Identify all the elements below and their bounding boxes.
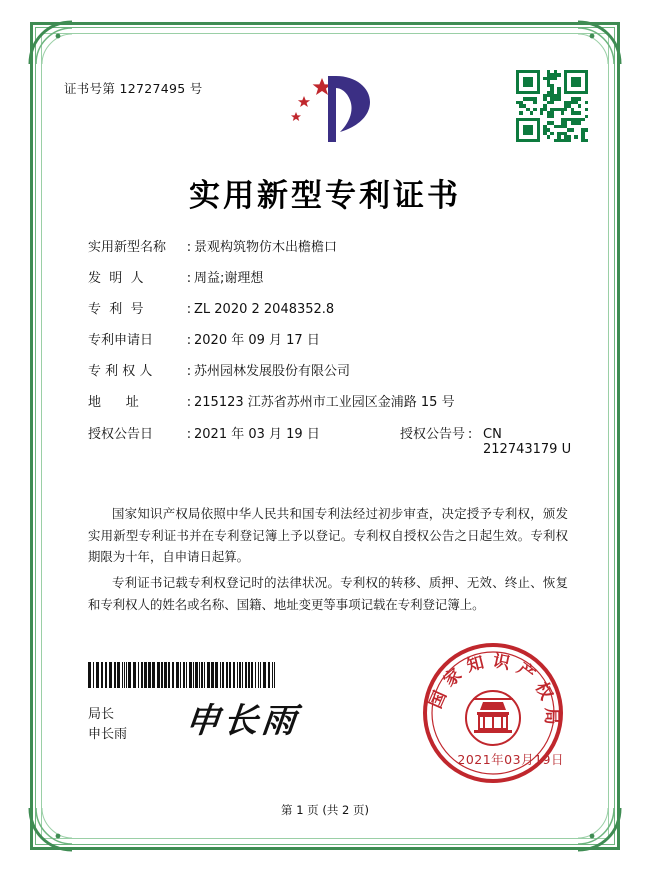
field-label: 授权公告日 <box>88 426 154 442</box>
field-label: 实用新型名称 <box>88 240 167 255</box>
field-label: 地 址 <box>88 395 139 411</box>
field-value-utility-model-name: 景观构筑物仿木出檐檐口 <box>194 240 338 255</box>
field-label: 专利申请日 <box>88 333 154 349</box>
field-value-grant-date: 2021 年 03 月 19 日 <box>194 426 320 442</box>
field-row <box>88 302 574 318</box>
field-label: 发 明 人 <box>88 271 144 287</box>
field-row <box>88 333 574 349</box>
field-colon: : <box>186 271 192 287</box>
legal-paragraph: 国家知识产权局依照中华人民共和国专利法经过初步审查，决定授予专利权，颁发实用新型专利证书并在专利登记簿上予以登记。专利权自授权公告之日起生效。专利权期限为十年，自申请日起算。 <box>88 506 568 565</box>
legal-text <box>88 503 568 620</box>
field-label-announcement-number: 授权公告号 <box>400 426 466 442</box>
page-title: 实用新型专利证书 <box>189 178 461 214</box>
field-colon: : <box>186 426 192 442</box>
field-list <box>88 240 574 473</box>
page-footer: 第 1 页 (共 2 页) <box>281 803 369 817</box>
field-row <box>88 240 574 256</box>
field-row <box>88 364 574 380</box>
certificate-number: 证书号第 12727495 号 <box>64 81 203 96</box>
cnipa-logo-icon <box>278 70 388 148</box>
signature-role: 局长 <box>88 707 115 722</box>
field-value-announcement-number: CN 212743179 U <box>483 426 572 458</box>
field-row <box>88 427 574 458</box>
signature-name: 申长雨 <box>88 727 128 743</box>
field-colon: : <box>186 333 192 349</box>
field-label: 专 利 权 人 <box>88 364 153 380</box>
qr-code <box>516 70 588 142</box>
certificate-content <box>56 50 594 822</box>
signature-block <box>88 701 388 745</box>
field-colon: : <box>467 426 473 442</box>
svg-text:国家知识产权局: 国家知识产权局 <box>425 650 562 732</box>
field-colon: : <box>186 395 192 411</box>
field-colon: : <box>186 364 192 380</box>
field-value-patent-number: ZL 2020 2 2048352.8 <box>194 302 335 318</box>
field-value-patentee: 苏州园林发展股份有限公司 <box>194 364 351 380</box>
seal-date: 2021年03月19日 <box>457 752 564 767</box>
field-label: 专 利 号 <box>88 302 144 318</box>
field-value-inventors: 周益;谢理想 <box>194 271 264 287</box>
field-value-address: 215123 江苏省苏州市工业园区金浦路 15 号 <box>194 395 455 411</box>
legal-paragraph: 专利证书记载专利权登记时的法律状况。专利权的转移、质押、无效、终止、恢复和专利权人的姓名或名称、国籍、地址变更等事项记载在专利登记簿上。 <box>88 575 568 612</box>
field-colon: : <box>186 302 192 318</box>
barcode <box>88 662 278 688</box>
field-value-application-date: 2020 年 09 月 17 日 <box>194 333 320 349</box>
field-colon: : <box>186 240 192 255</box>
handwritten-signature: 申长雨 <box>183 701 302 741</box>
field-row <box>88 271 574 287</box>
field-row <box>88 395 574 411</box>
